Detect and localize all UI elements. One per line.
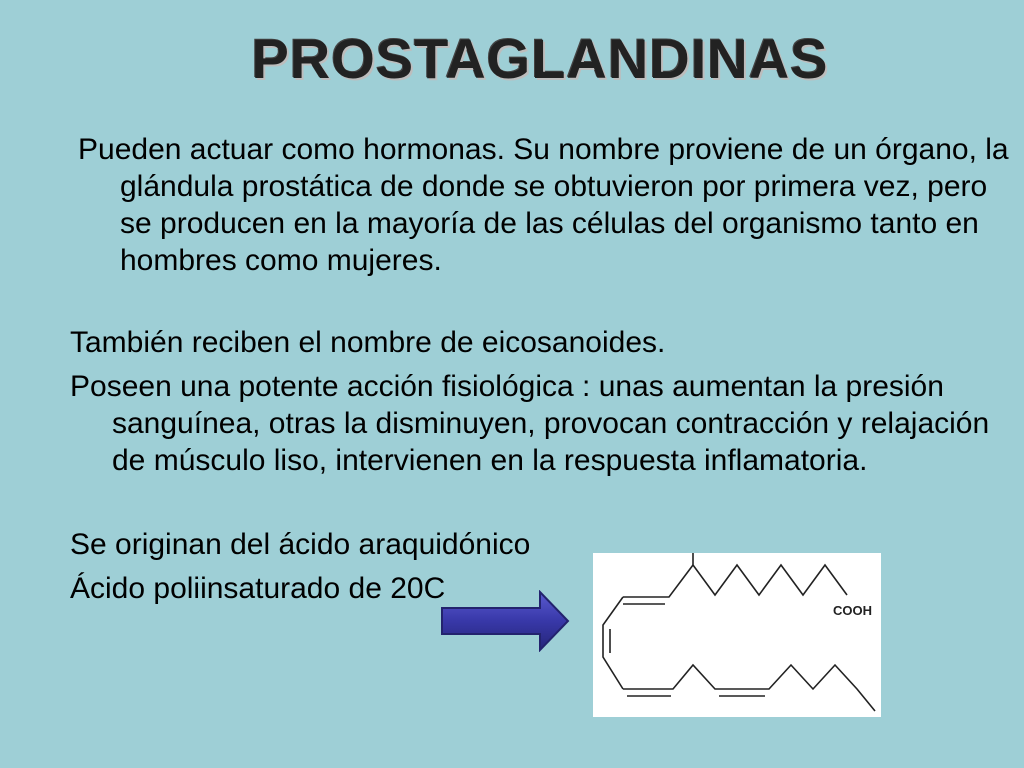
- cooh-label: COOH: [833, 603, 872, 618]
- paragraph-eicosanoides: También reciben el nombre de eicosanoides.: [70, 326, 666, 359]
- arachidonic-acid-structure: [593, 553, 881, 717]
- right-arrow-icon: [440, 590, 570, 652]
- paragraph-acido-poliinsaturado: Ácido poliinsaturado de 20C: [70, 572, 446, 605]
- paragraph-acido-araquidonico: Se originan del ácido araquidónico: [70, 528, 531, 561]
- paragraph-accion-fisiologica: Poseen una potente acción fisiológica : unas aumentan la presión sanguínea, otras la disminuyen, provocan contracción y relajación de músculo liso, intervienen en la respuesta inflamatoria.: [70, 370, 990, 477]
- paragraph-hormonas: Pueden actuar como hormonas. Su nombre proviene de un órgano, la glándula prostática de donde se obtuvieron por primera vez, pero se producen en la mayoría de las células del organismo tanto en hombres como mujeres.: [78, 133, 1009, 277]
- slide-title: PROSTAGLANDINAS: [251, 27, 829, 90]
